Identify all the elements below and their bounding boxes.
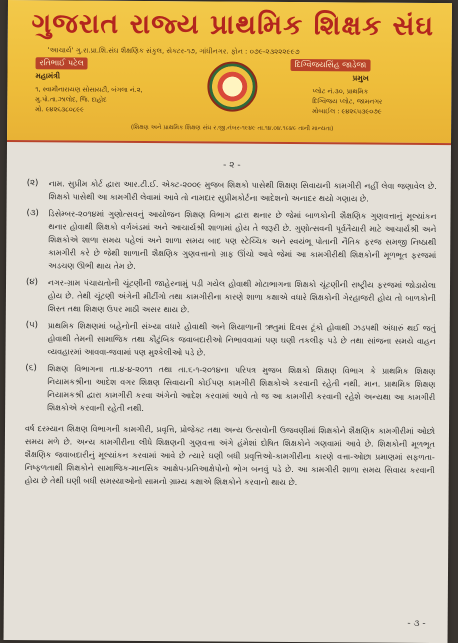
item-text: પ્રાથમિક શિક્ષણમાં બહેનોની સંખ્યા વધારે હોવાથી અને શિયાળાની ઋતુમાં દિવસ ટૂંકો હોવાથી ઝડપથી અંધારું થઈ જતું હોવાથી તેમની સામાજિક તથા કૌટુંબિક જવાબદારીઓ નિભાવવામાં પણ ઘણી તકલીફ પડે છે તથા સાંજના સમયે વાહન વ્યવહારમાં આવવા-જવામાં પણ મુશ્કેલીઓ પડે છે. (47, 321, 436, 358)
letter-page (4, 0, 452, 643)
association-seal-logo (207, 61, 257, 111)
list-item (27, 177, 437, 206)
general-secretary-name: રતિભાઈ પટેલ (36, 57, 88, 69)
item-number: (૩) (26, 208, 39, 219)
next-page-marker: - ૩ - (407, 618, 426, 629)
list-item (26, 207, 436, 275)
organization-address: 'આચાર્ય' ગુ.રા.પ્રા.શિ.સંઘ શૈક્ષણિક સંકુલ, સેક્ટર-૧૭, ગાંધીનગર. ફોન : ૦૭૯-૨૩૨૨૨૯૯૭ (47, 46, 300, 57)
item-number: (૫) (25, 320, 38, 331)
president-role: પ્રમુખ (352, 73, 369, 83)
president-address: પ્લોટ નં.૩૦, પ્રાથમિક દિગ્વિજય પ્લોટ, જામનગર મોબાઈલ : ૯૪૨૬૫૩૯૦૭૯ (312, 87, 383, 116)
registration-line: (શિક્ષણ અને પ્રાથમિક શિક્ષણ સંઘ ર.જી.નંબર-૧૯૪૯ તા.૧૪.૦૪.૧૯૪૯ તાની માન્યતા) (130, 123, 334, 133)
list-item (26, 276, 436, 318)
list-item (26, 319, 436, 361)
letterhead (7, 0, 452, 145)
letter-body (25, 158, 437, 490)
general-secretary-role: મહામંત્રી (35, 71, 61, 81)
item-text: ડિસેમ્બર-૨૦૧૪માં ગુણોત્સવનું આયોજન શિક્ષણ વિભાગ દ્વારા થનાર છે જેમાં બાળકોની શૈક્ષણિક ગુણવત્તાનું મૂલ્યાંકન થનાર હોવાથી શિક્ષકો વર્ગખંડમાં અને આચાર્યશ્રી શાળામાં હોય તે જરૂરી છે. ગુણોત્સવની પૂર્વતૈયારી માટે આચાર્યશ્રી અને શિક્ષકોએ શાળા સમય પહેલાં અને શાળા સમય બાદ પણ સ્ટેચ્ચિક અને સ્વયંભૂ પોતાની નૈતિક ફરજ સમજી નિષ્ઠાથી કામગીરી કરે છે જેથી શાળાની શૈક્ષણિક ગુણવત્તાનો ગ્રાફ ઊંચો આવે જેમાં આ કામગીરીથી શિક્ષકોની મૂળભૂત ફરજમાં અડચણ ઊભી થાય તેમ છે. (48, 209, 437, 271)
item-text: નગર-ગ્રામ પંચાયતોની ચૂંટણીની જાહેરનામું પડી ગયેલ હોવાથી મોટાભાગના શિક્ષકો ચૂંટણીની રાષ્ટ્રીય ફરજમાં જોડાયેલા હોય છે. તેથી ચૂંટણી અંગેની મીટીંગો તથા કામગીરીના કારણે શાળા કક્ષાએ વધારે શિક્ષકોની ગેરહાજરી હોય તો બાળકોની શિસ્ત તથા શિક્ષણ ઉપર માઠી અસર થાય છે. (47, 278, 437, 315)
item-number: (૬) (25, 363, 37, 374)
item-text: શિક્ષણ વિભાગના તા.૪-૪-૨૦૧૧ તથા તા.૬-૧-૨૦૧૪ના પરિપત્ર મુજબ શિક્ષકો શિક્ષણ વિભાગ કે પ્રાથમિક શિક્ષણ નિયામકશ્રીના આદેશ વગર શિક્ષણ સિવાયની કોઈપણ કામગીરી શિક્ષકોએ કરવાની રહેતી નથી. માન. પ્રાથમિક શિક્ષણ નિયામકશ્રી દ્વારા કામગીરી કરવા અંગેનો આદેશ કરવામાં આવે તો જ આ કામગીરી કરવાની રહેશે અન્યથા આ કામગીરી શિક્ષકોએ કરવાની રહેતી નથી. (47, 364, 436, 413)
closing-paragraph: વર્ષ દરમ્યાન શિક્ષણ વિભાગની કામગીરી, પ્રવૃત્તિ, પ્રોજેક્ટ તથા અન્ય ઉત્સવોની ઉજવણીમાં શિક્ષકોને શૈક્ષણિક કામગીરીમાં ઓછો સમય મળે છે. અન્ય કામગીરીના લીધે શિક્ષણની ગુણવત્તા અંગે હંમેશાં દોષિત શિક્ષકોને ગણવામાં આવે છે. શિક્ષકોની મૂળભૂત શૈક્ષણિક જવાબદારીનું મૂલ્યાંકન કરવામાં આવે છે ત્યારે ઘણી બધી પ્રવૃત્તિઓ-કામગીરીના કારણે વત્તા-ઓછા પ્રમાણમાં સફળતા-નિષ્ફળતાથી શિક્ષકોને સામાજિક-માનસિક આક્ષેપ-પ્રતિઆક્ષેપોનો ભોગ બનવું પડે છે. આ કામગીરી શાળા સમય સિવાય કરવાની હોય છે તેથી ઘણી બધી સમસ્યાઓનો સામનો ગ્રામ્ય કક્ષાએ શિક્ષકોને કરવાનો થાય છે. (24, 424, 436, 488)
page-number: - ૨ - (223, 160, 241, 171)
president-name: દિગ્વિજયસિંહ જાડેજા (291, 59, 371, 72)
general-secretary-address: ૧, સ્વામીનારાયણ સોસાયટી, બંગલા નં.૨, મુ.પો.તા.ઝાલોદ, જિ. દાહોદ મો. ૯૪૨૬૩૮૦૮૯૯ (35, 85, 143, 114)
organization-title: ગુજરાત રાજ્ય પ્રાથમિક શિક્ષક સંઘ (31, 8, 435, 42)
item-number: (૨) (26, 178, 39, 189)
item-number: (૪) (25, 277, 38, 288)
item-text: નામ. સુપ્રીમ કોર્ટ દ્વારા આર.ટી.ઈ. એક્ટ-૨૦૦૯ મુજબ શિક્ષકો પાસેથી શિક્ષણ સિવાયની કામગીરી નહીં લેવા જણાવેલ છે. શિક્ષકો પાસેથી આ કામગીરી લેવામાં આવે તો નામદાર સુપ્રીમકોર્ટના આદેશનો અનાદર થયો ગણાય છે. (48, 179, 437, 204)
list-item (25, 362, 435, 417)
